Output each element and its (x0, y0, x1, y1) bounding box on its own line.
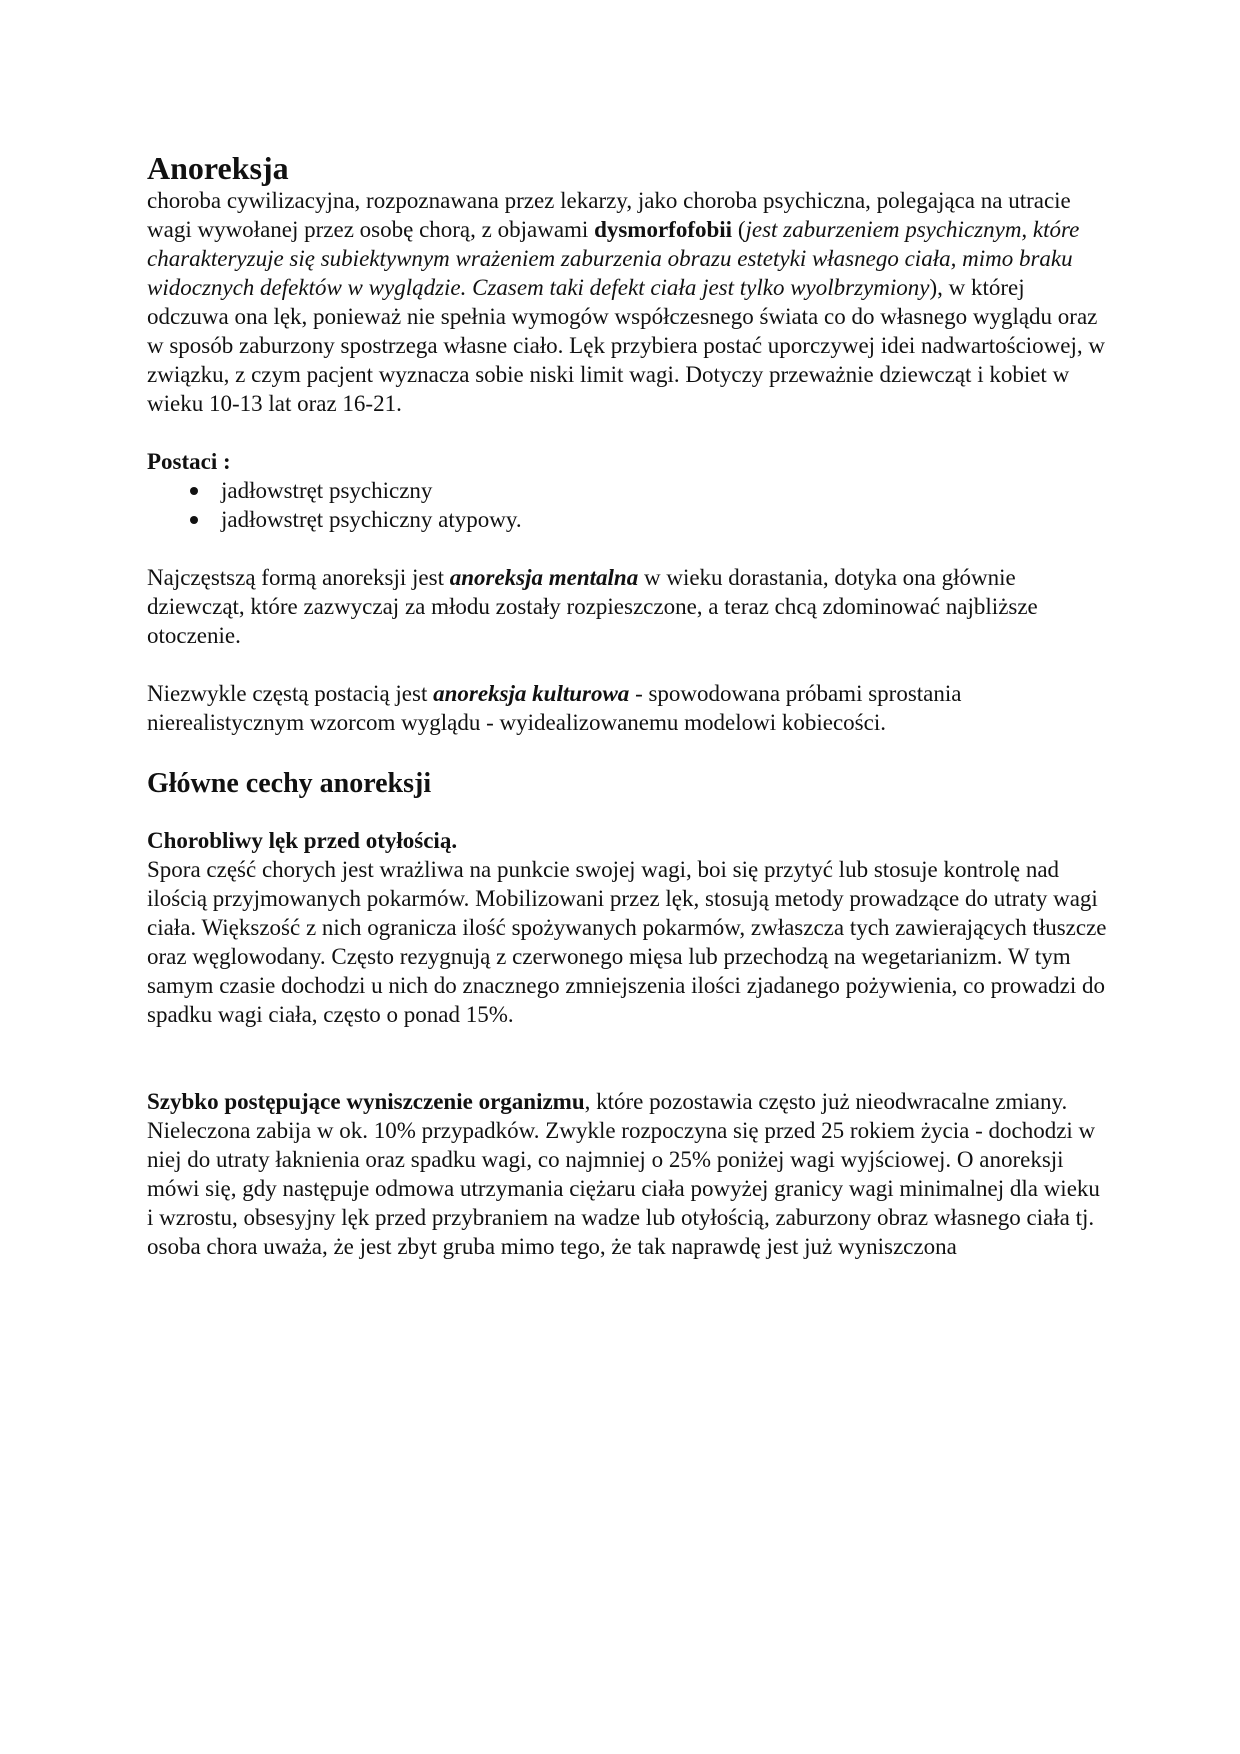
kulturowa-text-a: Niezwykle częstą postacią jest (147, 681, 434, 706)
list-item: jadłowstręt psychiczny atypowy. (190, 505, 1107, 534)
intro-bold-term: dysmorfofobii (594, 217, 733, 242)
postaci-list (147, 476, 1107, 534)
kulturowa-term: anoreksja kulturowa (433, 681, 630, 706)
intro-text-a: choroba cywilizacyjna, rozpoznawana przez lekarzy, jako choroba psychiczna, polegająca na utracie wagi wywołanej przez osobę chorą, z objawami (147, 188, 1071, 242)
intro-text-b: ( (732, 217, 746, 242)
wasting-heading: Szybko postępujące wyniszczenie organizmu (147, 1089, 585, 1114)
postaci-heading: Postaci : (147, 449, 231, 474)
kulturowa-paragraph (147, 679, 1107, 737)
kulturowa-text-b: - spowodowana próbami sprostania nierealistycznym wzorcom wyglądu - wyidealizowanemu modelowi kobiecości. (147, 681, 962, 735)
intro-text-c: ), w której odczuwa ona lęk, ponieważ nie spełnia wymogów współczesnego świata co do własnego wyglądu oraz w sposób zaburzony spostrzega własne ciało. Lęk przybiera postać uporczywej idei nadwartościowej, w związku, z czym pacjent wyznacza sobie niski limit wagi. Dotyczy przeważnie dziewcząt i kobiet w wieku 10-13 lat oraz 16-21. (147, 275, 1106, 416)
wasting-text: , które pozostawia często już nieodwracalne zmiany. Nieleczona zabija w ok. 10% przypadków. Zwykle rozpoczyna się przed 25 rokiem życia - dochodzi w niej do utraty łaknienia oraz spadku wagi, co najmniej o 25% poniżej wagi wyjściowej. O anoreksji mówi się, gdy następuje odmowa utrzymania ciężaru ciała powyżej granicy wagi minimalnej dla wieku i wzrostu, obsesyjny lęk przed przybraniem na wadze lub otyłością, zaburzony obraz własnego ciała tj. osoba chora uważa, że jest zbyt gruba mimo tego, że tak naprawdę jest już wyniszczona (147, 1089, 1100, 1259)
mentalna-term: anoreksja mentalna (449, 565, 639, 590)
intro-paragraph (147, 186, 1107, 418)
wasting-paragraph (147, 1087, 1107, 1261)
mentalna-text-b: w wieku dorastania, dotyka ona głównie dziewcząt, które zazwyczaj za młodu zostały rozpieszczone, a teraz chcą zdominować najbliższe otoczenie. (147, 565, 1038, 648)
mentalna-text-a: Najczęstszą formą anoreksji jest (147, 565, 450, 590)
page-title: Anoreksja (147, 150, 289, 186)
document-page (147, 150, 1107, 1261)
list-item: jadłowstręt psychiczny (190, 476, 1107, 505)
fear-heading: Chorobliwy lęk przed otyłością. (147, 828, 458, 853)
intro-italic-definition: jest zaburzeniem psychicznym, które charakteryzuje się subiektywnym wrażeniem zaburzenia obrazu estetyki własnego ciała, mimo braku widocznych defektów w wyglądzie. Czasem taki defekt ciała jest tylko wyolbrzymiony (147, 217, 1080, 300)
mentalna-paragraph (147, 563, 1107, 650)
features-heading: Główne cechy anoreksji (147, 768, 432, 799)
fear-paragraph: Spora część chorych jest wrażliwa na punkcie swojej wagi, boi się przytyć lub stosuje kontrolę nad ilością przyjmowanych pokarmów. Mobilizowani przez lęk, stosują metody prowadzące do utraty wagi ciała. Większość z nich ogranicza ilość spożywanych pokarmów, zwłaszcza tych zawierających tłuszcze oraz węglowodany. Często rezygnują z czerwonego mięsa lub przechodzą na wegetarianizm. W tym samym czasie dochodzi u nich do znacznego zmniejszenia ilości zjadanego pożywienia, co prowadzi do spadku wagi ciała, często o ponad 15%. (147, 857, 1107, 1027)
